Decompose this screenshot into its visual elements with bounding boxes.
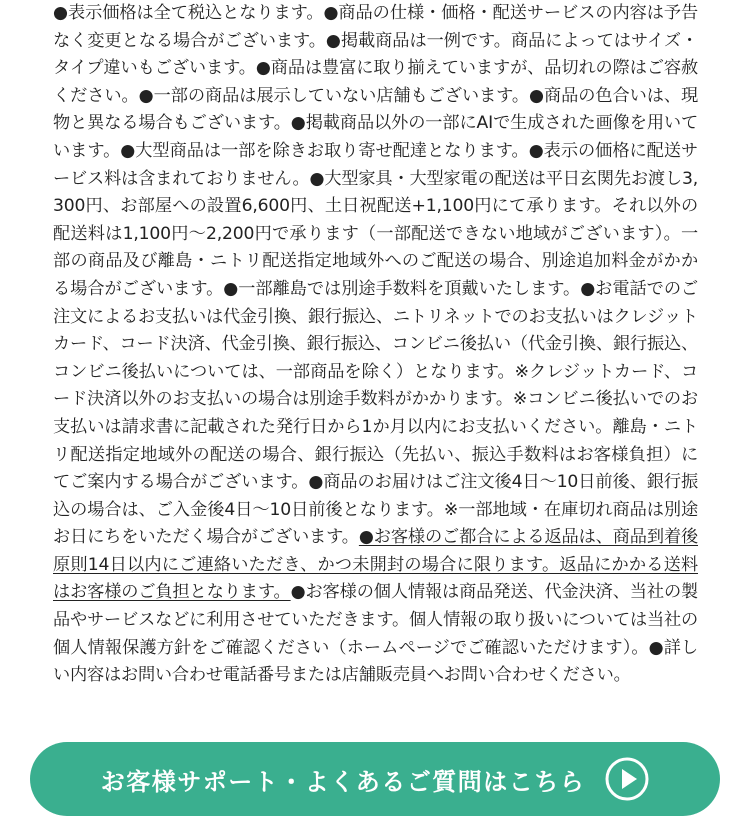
notice-text-part2: ●お客様の個人情報は商品発送、代金決済、当社の製品やサービスなどに利用させていただきます。個人情報の取り扱いについては当社の個人情報保護方針をご確認ください（ホームページでご確認いただけます）。●詳しい内容はお問い合わせ電話番号または店舗販売員へお問い合わせください。 [53, 582, 699, 686]
return-policy-text: ●お客様のご都合による返品は、商品到着後原則14日以内にご連絡いただき、かつ未開封の場合に限ります。返品にかかる送料はお客様のご負担となります。 [53, 527, 699, 603]
support-button-label: お客様サポート・よくあるご質問はこちら [100, 767, 586, 796]
notice-text-part1: ●表示価格は全て税込となります。●商品の仕様・価格・配送サービスの内容は予告なく変更となる場合がございます。●掲載商品は一例です。商品によってはサイズ・タイプ違いもございます。●商品は豊富に取り揃えていますが、品切れの際はご容赦ください。●一部の商品は展示していない店舗もございます。●商品の色合いは、現物と異なる場合もございます。●掲載商品以外の一部にAIで生成された画像を用いています。●大型商品は一部を除きお取り寄せ配達となります。●表示の価格に配送サービス料は含まれておりません。●大型家具・大型家電の配送は平日玄関先お渡し3,300円、お部屋への設置6,600円、土日祝配送+1,100円にて承ります。それ以外の配送料は1,100円〜2,200円で承ります（一部配送できない地域がございます）。一部の商品及び離島・ニトリ配送指定地域外へのご配送の場合、別途追加料金がかかる場合がございます。●一部離島では別途手数料を頂戴いたします。●お電話でのご注文によるお支払いは代金引換、銀行振込、ニトリネットでのお支払いはクレジットカード、コード決済、代金引換、銀行振込、コンビニ後払い（代金引換、銀行振込、コンビニ後払いについては、一部商品を除く）となります。※クレジットカード、コード決済以外のお支払いの場合は別途手数料がかかります。※コンビニ後払いでのお支払いは請求書に記載された発行日から1か月以内にお支払いください。離島・ニトリ配送指定地域外の配送の場合、銀行振込（先払い、振込手数料はお客様負担）にてご案内する場合がございます。●商品のお届けはご注文後4日〜10日前後、銀行振込の場合は、ご入金後4日〜10日前後となります。※一部地域・在庫切れ商品は別途お日にちをいただく場合がございます。 [53, 3, 698, 548]
customer-support-faq-button[interactable] [30, 742, 720, 816]
legal-notice [53, 0, 698, 690]
play-circle-icon [605, 757, 649, 801]
